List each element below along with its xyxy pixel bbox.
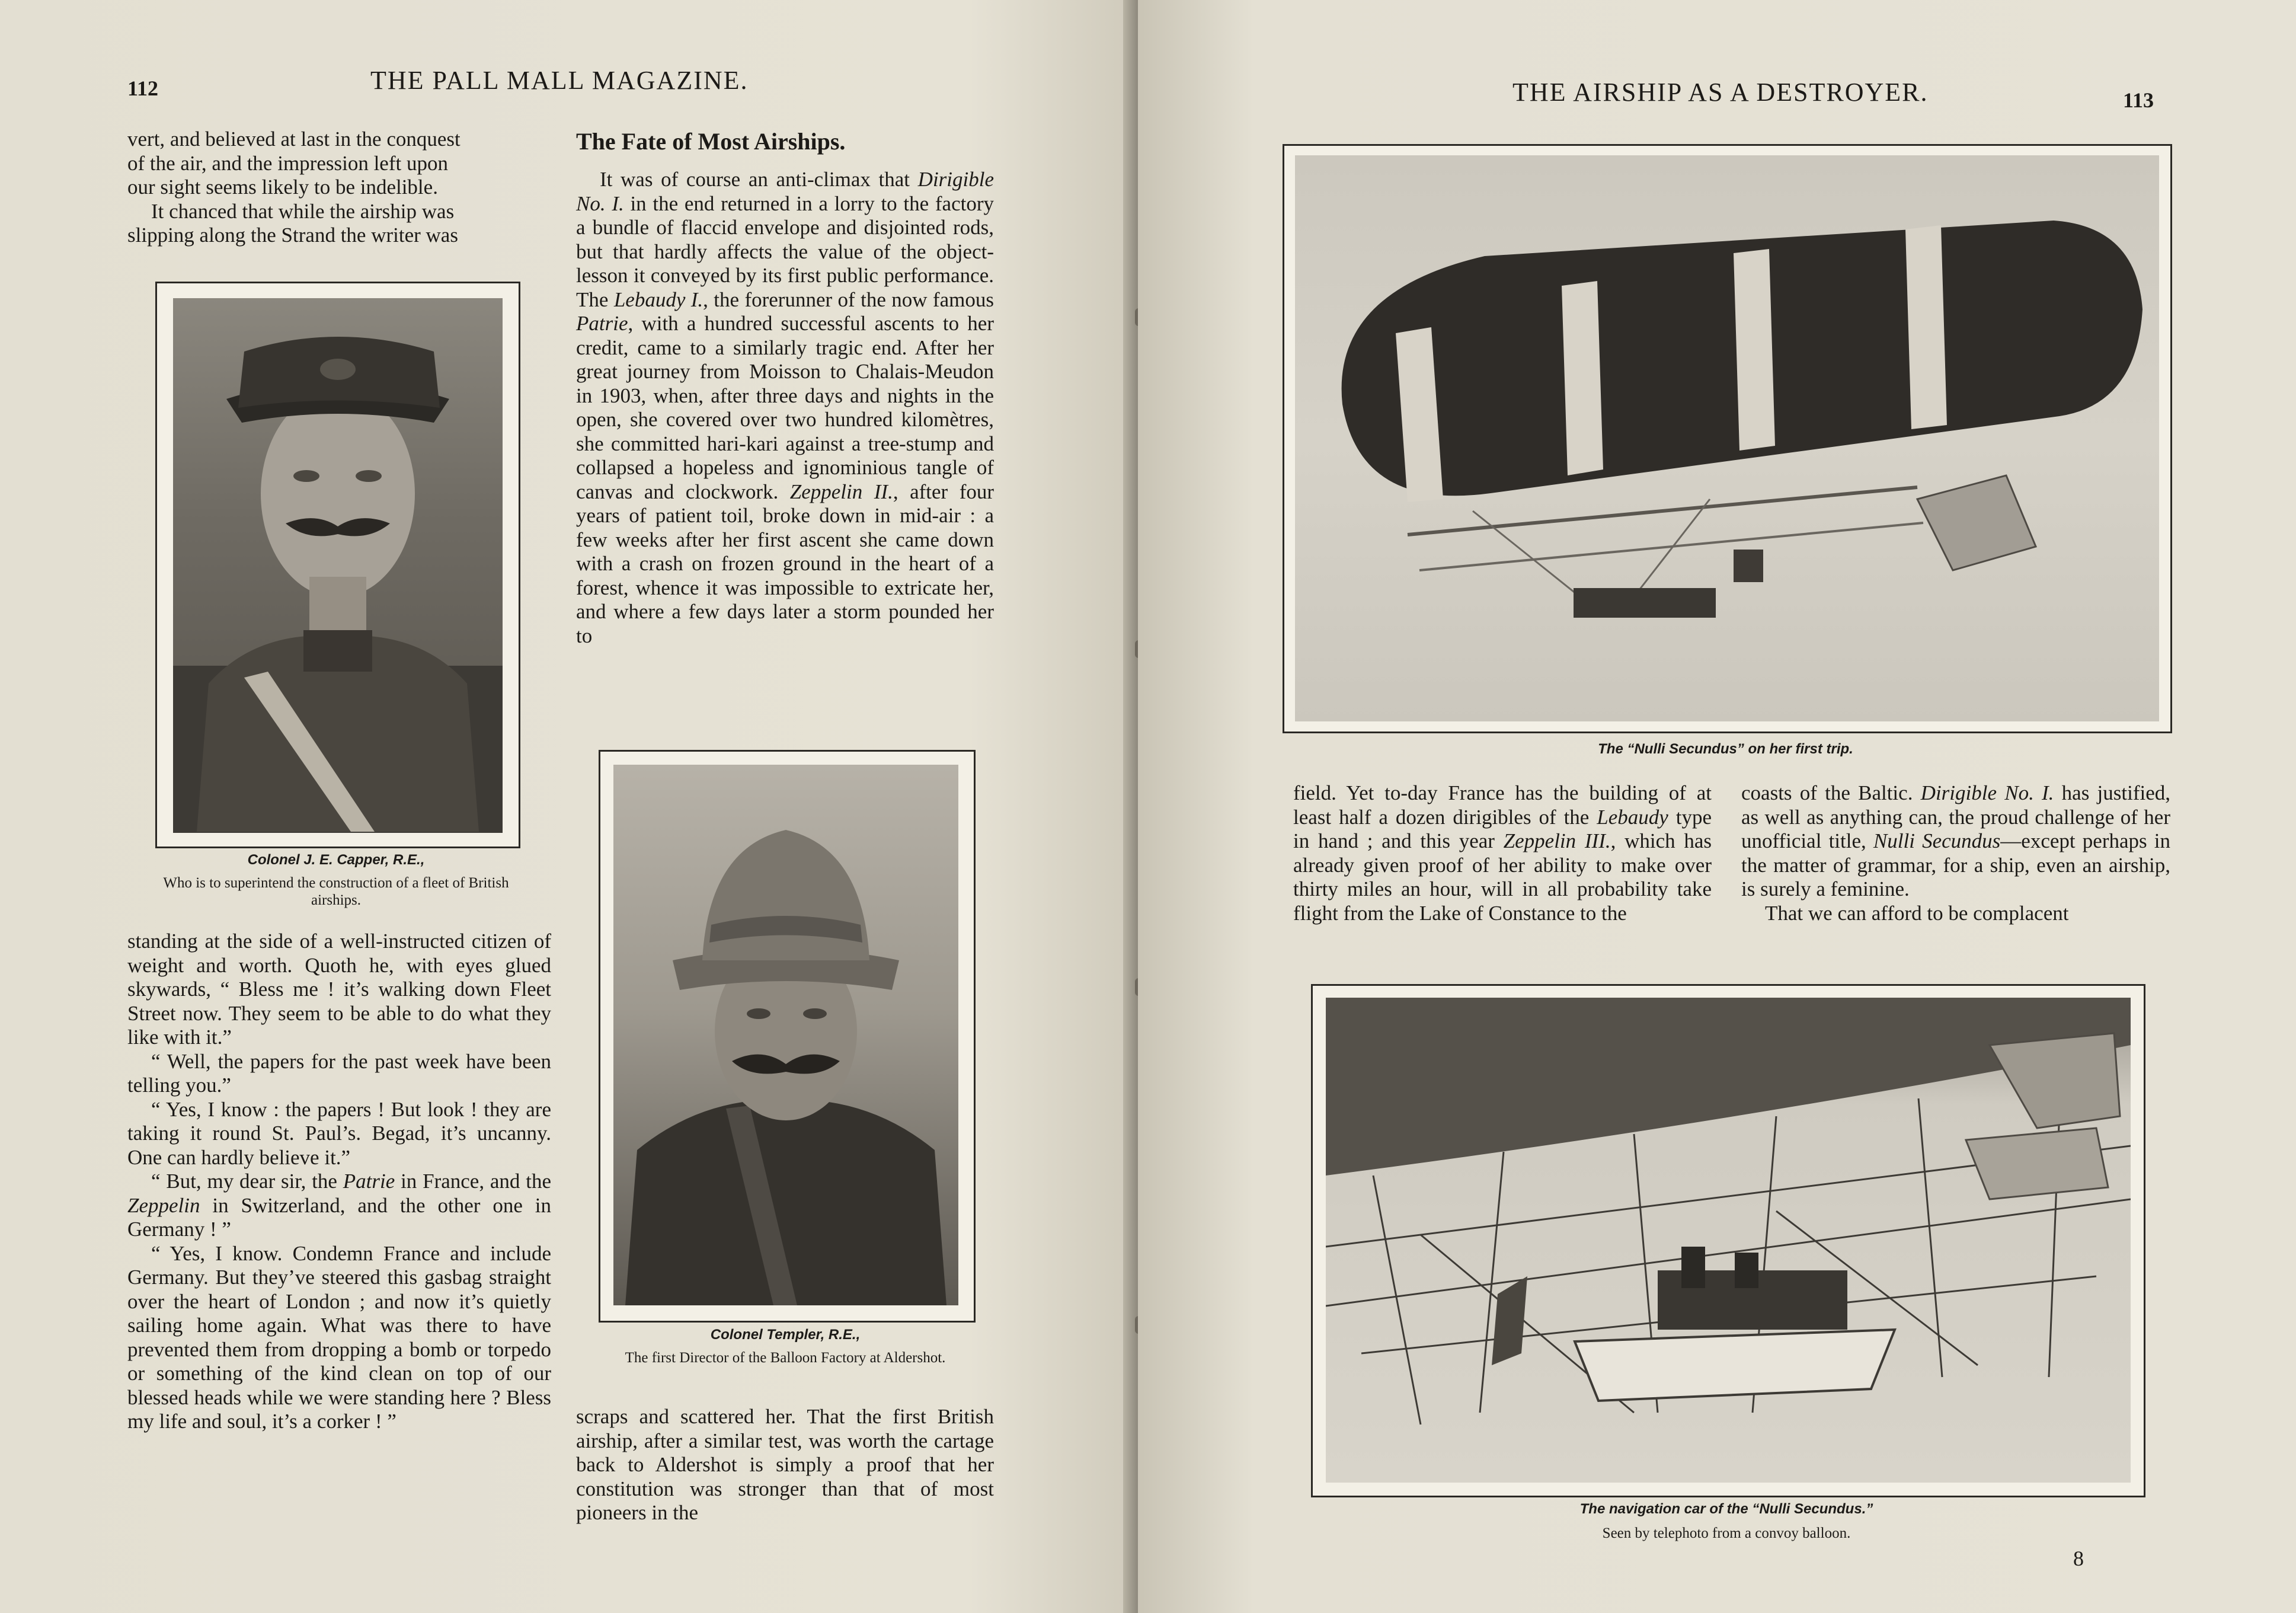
officer-helmet-portrait-icon — [613, 765, 958, 1305]
paragraph: standing at the side of a well-instructed citizen of weight and worth. Quoth he, with eyes glued skywards, “ Bless me ! it’s walking down Fleet Street now. They seem to be able to do what they like with it.” — [127, 930, 551, 1049]
caption-desc-navigation-car: Seen by telephoto from a convoy balloon. — [1602, 1525, 1851, 1541]
caption-desc-templer: The first Director of the Balloon Factory at Aldershot. — [625, 1350, 946, 1366]
caption-name-navigation-car: The navigation car of the “Nulli Secundus.” — [1579, 1501, 1873, 1517]
caption-airship-first-trip: The “Nulli Secundus” on her first trip. — [1598, 741, 1853, 757]
paragraph: “ Well, the papers for the past week have been telling you.” — [127, 1049, 551, 1097]
airship-in-flight-icon — [1295, 155, 2159, 721]
caption-name-templer: Colonel Templer, R.E., — [710, 1327, 861, 1343]
portrait-photo-templer — [613, 765, 958, 1305]
text-line: of the air, and the impression left upon — [127, 151, 448, 175]
signature-mark: 8 — [2073, 1547, 2084, 1570]
navigation-car-photo — [1326, 998, 2131, 1483]
column-4 — [1741, 781, 2170, 925]
paragraph: field. Yet to-day France has the building of at least half a dozen dirigibles of the Lebaudy type in hand ; and this year Zeppelin III., which has already given proof of her ability to make over thirty miles an hour, will in all probability take flight from the Lake of Constance to the — [1293, 781, 1712, 925]
airship-photo-frame — [1283, 144, 2172, 733]
column-2-top — [576, 168, 994, 648]
text-line: vert, and believed at last in the conquest — [127, 127, 461, 151]
column-2-bottom — [576, 1405, 994, 1525]
text-line: our sight seems likely to be indelible. — [127, 175, 438, 199]
officer-portrait-icon — [173, 298, 503, 833]
paragraph: coasts of the Baltic. Dirigible No. I. has justified, as well as anything can, the proud challenge of her unofficial title, Nulli Secundus—except perhaps in the matter of grammar, for a ship, even an airship, is surely a feminine. — [1741, 781, 2171, 900]
paragraph: “ Yes, I know : the papers ! But look ! they are taking it round St. Paul’s. Begad, it’s uncanny. One can hardly believe it.” — [127, 1097, 551, 1169]
page-number-right: 113 — [2123, 88, 2154, 112]
caption-desc-capper: Who is to superintend the construction of a fleet of British airships. — [163, 875, 509, 908]
text-line: slipping along the Strand the writer was — [127, 223, 458, 247]
section-heading: The Fate of Most Airships. — [576, 128, 846, 155]
portrait-photo-capper — [173, 298, 503, 833]
navigation-car-photo-frame — [1311, 984, 2145, 1497]
running-head-left: THE PALL MALL MAGAZINE. — [370, 66, 749, 95]
portrait-frame-templer — [599, 750, 976, 1323]
running-head-right: THE AIRSHIP AS A DESTROYER. — [1512, 78, 1929, 107]
portrait-frame-capper — [155, 282, 520, 848]
paragraph: “ But, my dear sir, the Patrie in France, and the Zeppelin in Switzerland, and the other one in Germany ! ” — [127, 1170, 551, 1241]
paragraph: That we can afford to be complacent — [1765, 901, 2069, 925]
paragraph: “ Yes, I know. Condemn France and include Germany. But they’ve steered this gasbag straight over the heart of London ; and now it’s quietly sailing home again. What was there to have prevented them from dropping a bomb or torpedo or something of the kind clean on top of our blessed heads while we were standing here ? Bless my life and soul, it’s a corker ! ” — [127, 1241, 551, 1433]
left-page — [0, 0, 1138, 1613]
paragraph: It was of course an anti-climax that Dirigible No. I. in the end returned in a lorry to the factory a bundle of flaccid envelope and disjointed rods, but that hardly affects the value of the object-lesson it conveyed by its first public performance. The Lebaudy I., the forerunner of the now famous Patrie, with a hundred successful ascents to her credit, came to a similarly tragic end. After her great journey from Moisson to Chalais-Meudon in 1903, when, after three days and nights in the open, she covered over two hundred kilomètres, she committed hari-kari against a tree-stump and collapsed a hopeless and ignominious tangle of canvas and clockwork. Zeppelin II., after four years of patient toil, broke down in mid-air : a few weeks after her first ascent she came down with a crash on frozen ground in the heart of a forest, whence it was impossible to extricate her, and where a few days later a storm pounded her to — [576, 168, 994, 647]
right-page — [1138, 0, 2296, 1613]
airship-photo — [1295, 155, 2159, 721]
column-3 — [1293, 781, 1712, 925]
paragraph: scraps and scattered her. That the first British airship, after a similar test, was worth the cartage back to Aldershot is simply a proof that her constitution was stronger than that of most pioneers in the — [576, 1405, 994, 1524]
column-1-top — [127, 127, 545, 248]
airship-navigation-car-icon — [1326, 998, 2131, 1483]
caption-name-capper: Colonel J. E. Capper, R.E., — [247, 852, 425, 868]
text-line: It chanced that while the airship was — [151, 199, 455, 223]
page-number-left: 112 — [127, 76, 159, 100]
column-1-bottom — [127, 930, 551, 1434]
